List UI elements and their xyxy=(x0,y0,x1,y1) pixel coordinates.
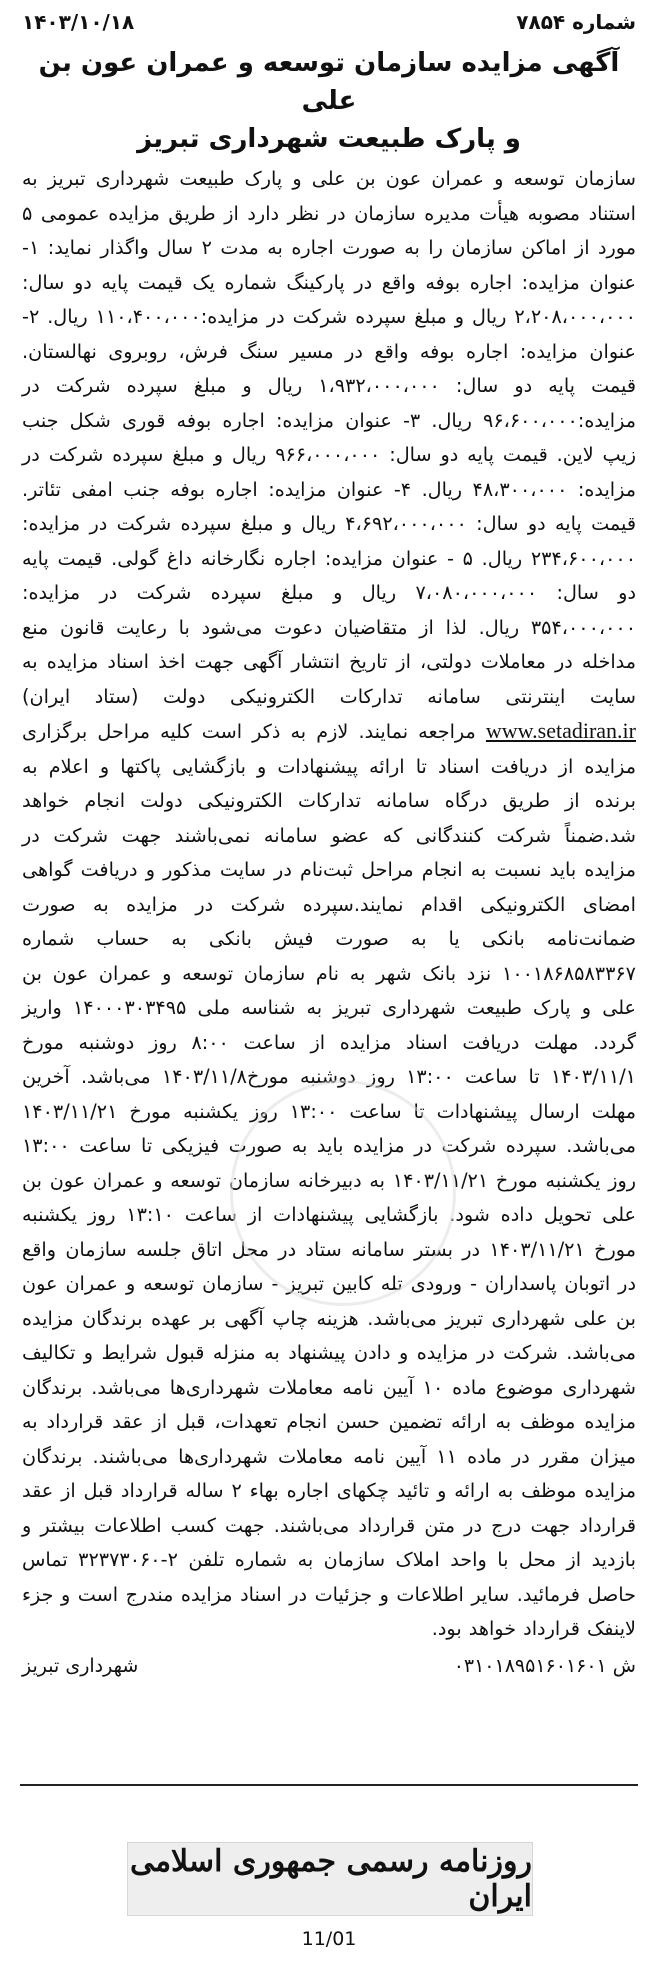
notice-date: ۱۴۰۳/۱۰/۱۸ xyxy=(22,10,135,34)
newspaper-banner xyxy=(127,1842,533,1916)
divider-line xyxy=(20,1784,638,1786)
reference-code: ش ۰۳۱۰۱۸۹۵۱۶۰۱۶۰۱ xyxy=(453,1654,636,1677)
auction-notice xyxy=(22,10,636,1683)
notice-signature xyxy=(22,1649,636,1683)
notice-body xyxy=(22,162,636,1647)
title-line-2: و پارک طبیعت شهرداری تبریز xyxy=(137,124,521,154)
notice-header xyxy=(22,10,636,44)
setadiran-website-link[interactable]: www.setadiran.ir xyxy=(485,718,636,743)
title-line-1: آگهی مزایده سازمان توسعه و عمران عون بن علی xyxy=(38,48,620,116)
body-text-part-2: مراجعه نمایند. لازم به ذکر است کلیه مراحل برگزاری مزایده از دریافت اسناد تا ارائه پیشنهادات و بازگشایی پاکتها و اعلام به برنده از طریق درگاه سامانه تدارکات الکترونیکی دولت انجام خواهد شد.ضمناً شرکت کنندگانی که عضو سامانه نمی‌باشند جهت شرکت در مزایده باید نسبت به انجام مراحل ثبت‌نام در سایت مذکور و دریافت گواهی امضای الکترونیکی اقدام نمایند.سپرده شرکت در مزایده به صورت ضمانت‌نامه بانکی یا به صورت فیش بانکی به حساب شماره ۱۰۰۱۸۶۸۵۸۳۳۶۷ نزد بانک شهر به نام سازمان توسعه و عمران عون بن علی و پارک طبیعت شهرداری تبریز به شناسه ملی ۱۴۰۰۰۳۰۳۴۹۵ واریز گردد. مهلت دریافت اسناد مزایده از ساعت ۸:۰۰ روز دوشنبه مورخ ۱۴۰۳/۱۱/۱ تا ساعت ۱۳:۰۰ روز دوشنبه مورخ۱۴۰۳/۱۱/۸ می‌باشد. آخرین مهلت ارسال پیشنهادات تا ساعت ۱۳:۰۰ روز یکشنبه مورخ ۱۴۰۳/۱۱/۲۱ می‌باشد. سپرده شرکت در مزایده باید به صورت فیزیکی تا ساعت ۱۳:۰۰ روز یکشنبه مورخ ۱۴۰۳/۱۱/۲۱ به دبیرخانه سازمان توسعه و عمران عون بن علی تحویل داده شود. بازگشایی پیشنهادات از ساعت ۱۳:۱۰ روز یکشنبه مورخ ۱۴۰۳/۱۱/۲۱ در بستر سامانه ستاد در محل اتاق جلسه سازمان واقع در اتوبان پاسداران - ورودی تله کابین تبریز - سازمان توسعه و عمران عون بن علی شهرداری تبریز می‌باشد. هزینه چاپ آگهی بر عهده برندگان مزایده می‌باشد. شرکت در مزایده و دادن پیشنهاد به منزله قبول شرایط و تکالیف شهرداری موضوع ماده ۱۰ آیین نامه معاملات شهرداری‌ها می‌باشد. برندگان مزایده موظف به ارائه تضمین حسن انجام تعهدات، قبل از عقد قرارداد به میزان مقرر در ماده ۱۱ آیین نامه معاملات شهرداری‌ها می‌باشند. برندگان مزایده موظف به ارائه و تائید چکهای اجاره بهاء ۲ ساله قرارداد قبل از عقد قرارداد جهت درج در متن قرارداد می‌باشند. جهت کسب اطلاعات بیشتر و بازدید از محل با واحد املاک سازمان به شماره تلفن ۲-۳۲۳۷۳۰۶۰ تماس حاصل فرمائید. سایر اطلاعات و جزئیات در اسناد مزایده مندرج است و جزء لاینفک قرارداد خواهد بود. xyxy=(22,720,637,1640)
page-number: 11/01 xyxy=(301,1928,357,1950)
issuer-name: شهرداری تبریز xyxy=(22,1654,139,1677)
body-text-part-1: سازمان توسعه و عمران عون بن علی و پارک طبیعت شهرداری تبریز به استناد مصوبه هیأت مدیره سازمان در نظر دارد از طریق مزایده عمومی ۵ مورد از اماکن سازمان را به صورت اجاره به مدت ۲ سال واگذار نماید: ۱- عنوان مزایده: اجاره بوفه واقع در پارکینگ شماره یک قیمت پایه دو سال: ۲،۲۰۸،۰۰۰،۰۰۰ ریال و مبلغ سپرده شرکت در مزایده:۱۱۰،۴۰۰،۰۰۰ ریال. ۲- عنوان مزایده: اجاره بوفه واقع در مسیر سنگ فرش، روبروی نهالستان. قیمت پایه دو سال: ۱،۹۳۲،۰۰۰،۰۰۰ ریال و مبلغ سپرده شرکت در مزایده:۹۶،۶۰۰،۰۰۰ ریال. ۳- عنوان مزایده: اجاره بوفه قوری شکل جنب زیپ لاین. قیمت پایه دو سال: ۹۶۶،۰۰۰،۰۰۰ ریال و مبلغ سپرده شرکت در مزایده: ۴۸،۳۰۰،۰۰۰ ریال. ۴- عنوان مزایده: اجاره بوفه جنب امفی تئاتر. قیمت پایه دو سال: ۴،۶۹۲،۰۰۰،۰۰۰ ریال و مبلغ سپرده شرکت در مزایده: ۲۳۴،۶۰۰،۰۰۰ ریال. ۵ - عنوان مزایده: اجاره نگارخانه داغ گولی. قیمت پایه دو سال: ۷،۰۸۰،۰۰۰،۰۰۰ ریال و مبلغ سپرده شرکت در مزایده: ۳۵۴،۰۰۰،۰۰۰ ریال. لذا از متقاضیان دعوت می‌شود با رعایت قانون منع مداخله در معاملات دولتی، از تاریخ انتشار آگهی جهت اخذ اسناد مزایده به سایت اینترنتی سامانه تدارکات الکترونیکی دولت (ستاد ایران) xyxy=(22,167,636,708)
newspaper-name: روزنامه رسمی جمهوری اسلامی ایران xyxy=(129,1844,532,1914)
notice-title xyxy=(22,44,636,158)
notice-number: شماره ۷۸۵۴ xyxy=(516,10,636,34)
